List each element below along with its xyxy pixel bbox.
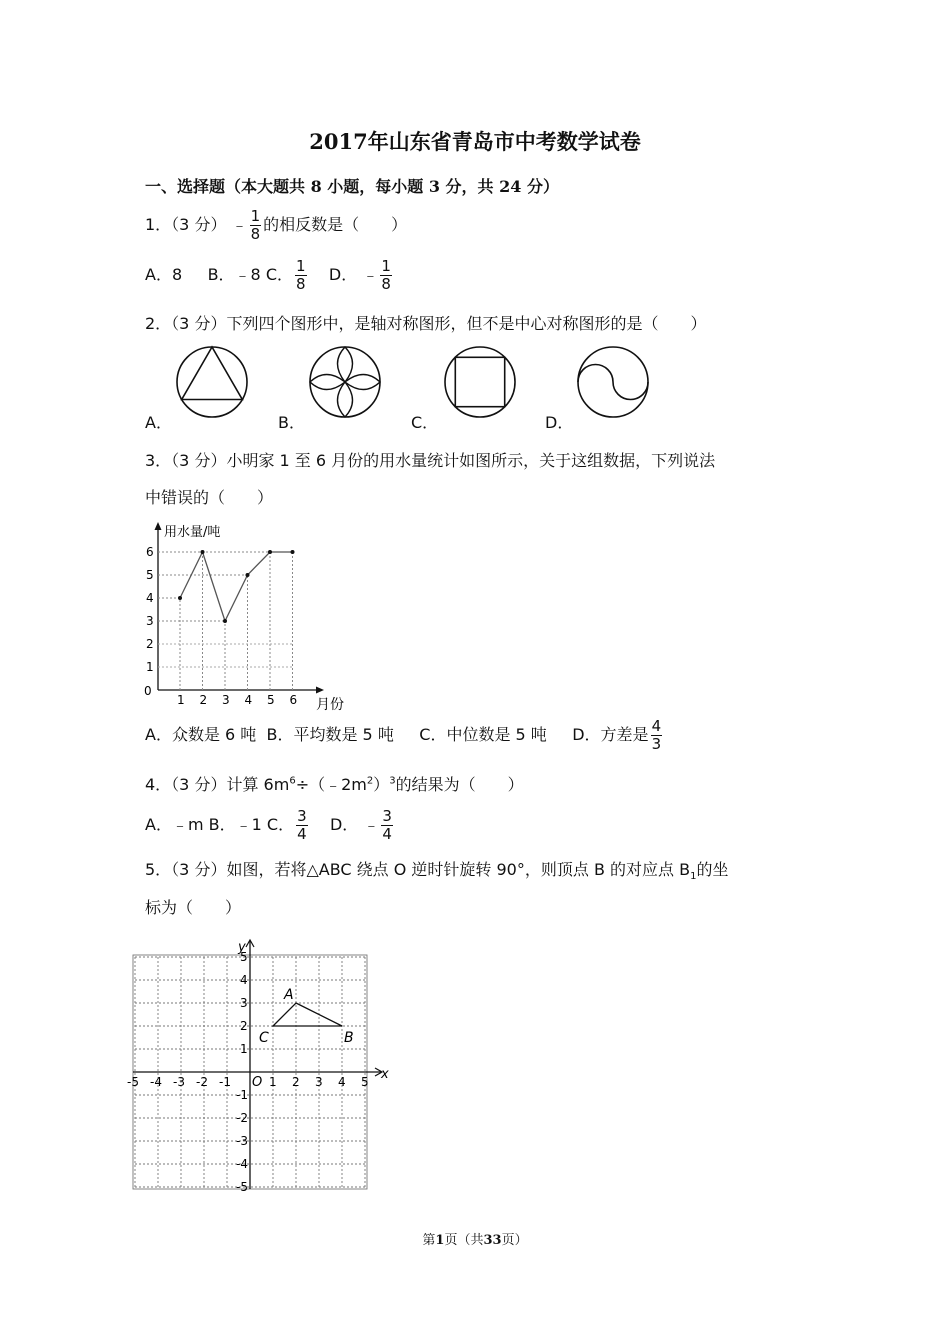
grid-xtick--3: -3 [173,1075,185,1089]
footer-page-number: 1 [435,1233,445,1248]
q1-option-b[interactable]: B．﹣8 [207,265,261,284]
q5-stem-prefix: 5．（3 分）如图，若将△ABC 绕点 O 逆时针旋转 90°，则顶点 B 的对应点 B [145,860,691,879]
question-2: 2．（3 分）下列四个图形中，是轴对称图形，但不是中心对称图形的是（ ） [145,314,707,333]
q3-option-a[interactable]: A．众数是 6 吨 [145,725,257,744]
figure-c-circle-square[interactable] [445,347,515,417]
figure-a-circle-triangle[interactable] [177,347,247,417]
q1-fraction [250,208,262,243]
q2-label-a[interactable]: A． [145,413,172,432]
chart-ytick-3: 3 [146,614,154,628]
grid-y-label: y [238,940,246,955]
q1-option-c-den: 8 [296,275,306,293]
q4-option-d-neg: ﹣ [363,815,380,834]
page-footer [0,1229,950,1248]
q3-option-b[interactable]: B．平均数是 5 吨 [266,725,394,744]
q3-option-c[interactable]: C．中位数是 5 吨 [419,725,547,744]
q5-stem-line2: 标为（ ） [145,898,242,917]
grid-x-label: x [381,1067,389,1082]
grid-xtick-2: 2 [292,1075,300,1089]
q4-option-c-fraction [296,808,308,843]
q1-option-c-label: C． [265,265,294,284]
grid-ytick-1: 1 [240,1042,248,1056]
chart-xtick-3: 3 [222,693,230,707]
q4-option-d[interactable] [329,807,395,843]
q1-option-d-den: 8 [381,275,391,293]
grid-xtick-1: 1 [269,1075,277,1089]
q4-stem-mid2: ） [373,775,390,794]
chart-ytick-6: 6 [146,545,154,559]
question-1 [145,208,407,243]
chart-ytick-2: 2 [146,637,154,651]
q3-option-d-num: 4 [651,717,662,735]
q2-label-b[interactable]: B． [278,413,305,432]
q1-frac-den: 8 [250,225,261,243]
point-label-c: C [259,1030,269,1046]
grid-xtick--2: -2 [196,1075,208,1089]
grid-ytick-2: 2 [240,1019,248,1033]
q4-option-d-label: D． [329,815,359,834]
q5-stem-suffix: 的坐 [696,860,729,879]
grid-ytick-3: 3 [240,996,248,1010]
chart-series-line [180,552,293,621]
chart-ytick-5: 5 [146,568,154,582]
chart-xtick-6: 6 [289,693,298,707]
q4-option-d-num: 3 [382,807,392,825]
grid-xtick--5: -5 [127,1075,139,1089]
chart-xtick-1: 1 [177,693,185,707]
q1-neg: ﹣ [231,215,248,234]
q3-option-d-label: D．方差是 [572,725,649,744]
chart-point-1 [178,596,182,600]
chart-point-3 [223,619,227,623]
q1-option-c-fraction [295,258,307,293]
q1-option-c[interactable] [265,257,309,293]
chart-xtick-5: 5 [267,693,275,707]
chart-xtick-4: 4 [244,693,253,707]
grid-ytick-5: 5 [240,950,248,964]
q1-option-d-num: 1 [381,257,391,275]
chart-origin-label: 0 [144,684,152,698]
q4-option-c-label: C． [266,815,295,834]
q3-option-d-den: 3 [651,735,662,753]
coordinate-grid-figure [127,924,408,1194]
q3-options [145,718,664,753]
q4-option-d-den: 4 [382,825,392,843]
chart-ytick-1: 1 [146,660,154,674]
q1-option-d[interactable] [328,257,394,293]
question-4 [145,772,524,795]
grid-xtick--4: -4 [150,1075,162,1089]
grid-xtick-3: 3 [315,1075,323,1089]
chart-point-6 [291,550,295,554]
footer-suffix: 页） [501,1233,528,1248]
q1-stem: 1．（3 分） [145,215,227,234]
q4-stem-mid: ÷（﹣2m [295,775,367,794]
triangle-abc [273,1003,342,1026]
point-label-b: B [344,1030,354,1046]
q2-label-c[interactable]: C． [411,413,439,432]
grid-ytick--1: -1 [236,1088,248,1102]
grid-ytick--5: -5 [236,1180,248,1194]
q1-suffix: 的相反数是（ ） [263,215,408,234]
q1-option-d-neg: ﹣ [362,265,379,284]
q3-stem-line1: 3．（3 分）小明家 1 至 6 月份的用水量统计如图所示，关于这组数据，下列说法 [145,451,716,470]
q5-sub: 1 [690,871,697,883]
grid-ytick-4: 4 [240,973,248,987]
grid-origin-label: O [252,1075,263,1090]
q4-sup3: 3 [389,775,396,787]
footer-mid: 页（共 [444,1233,484,1248]
chart-ytick-4: 4 [146,591,154,605]
q4-option-c[interactable] [266,807,310,843]
q1-option-d-label: D． [328,265,358,284]
q4-sup2: 2 [366,775,374,787]
footer-total-pages: 33 [483,1233,502,1248]
chart-x-label: 月份 [316,697,344,713]
q1-frac-num: 1 [250,207,261,225]
q2-label-d[interactable]: D． [545,413,574,432]
chart-xtick-2: 2 [199,693,208,707]
page-title: 2017年山东省青岛市中考数学试卷 [309,129,641,154]
grid-ytick--3: -3 [236,1134,248,1148]
grid-ytick--2: -2 [236,1111,248,1125]
grid-xtick-4: 4 [338,1075,346,1089]
q4-option-a[interactable]: A．﹣m [145,815,204,834]
footer-prefix: 第 [422,1233,436,1248]
q1-option-c-num: 1 [296,257,306,275]
q3-stem-line2: 中错误的（ ） [145,488,274,507]
grid-xtick-5: 5 [361,1075,369,1089]
q4-option-b[interactable]: B．﹣1 [208,815,262,834]
q1-option-a[interactable]: A．8 [145,265,183,284]
q1-option-d-fraction [380,258,392,293]
q4-stem-suffix: 的结果为（ ） [395,775,524,794]
q4-options [145,808,395,843]
question-5 [145,857,728,882]
chart-point-5 [268,550,272,554]
grid-xtick--1: -1 [219,1075,231,1089]
q1-options [145,258,394,293]
q4-option-c-num: 3 [297,807,307,825]
q4-sup1: 6 [289,775,296,787]
chart-y-label: 用水量/吨 [164,525,221,540]
chart-y-arrow [155,522,162,530]
q4-option-d-fraction [381,808,393,843]
figure-d-circle-s-curve[interactable] [578,347,648,417]
grid-ytick--4: -4 [236,1157,248,1171]
q4-option-c-den: 4 [297,825,307,843]
q3-option-d[interactable] [572,717,664,753]
section-heading: 一、选择题（本大题共 8 小题，每小题 3 分，共 24 分） [145,177,559,196]
q3-option-d-fraction [651,718,663,753]
point-label-a: A [284,987,294,1003]
q4-stem-prefix: 4．（3 分）计算 6m [145,775,290,794]
chart-point-4 [246,573,250,577]
water-usage-chart [140,518,360,716]
chart-x-arrow [316,687,324,694]
chart-point-2 [201,550,205,554]
figure-b-circle-petals[interactable] [310,347,380,417]
